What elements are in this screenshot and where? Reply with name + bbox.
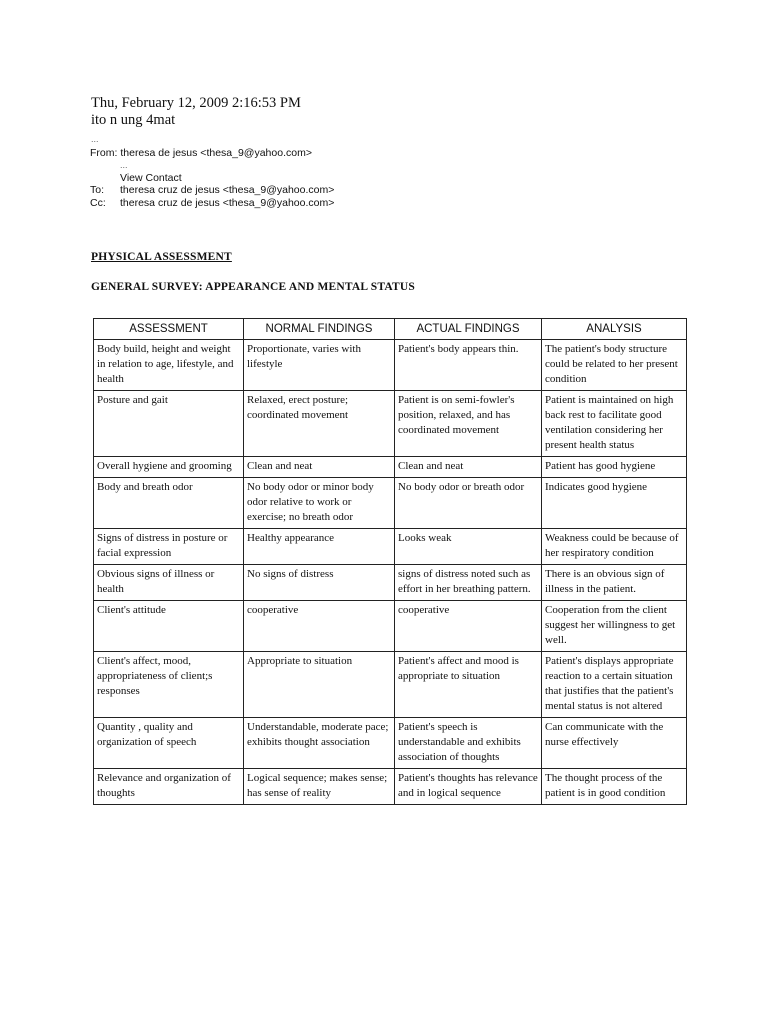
table-cell: Patient's displays appropriate reaction to a certain situation that justifies that the patient's mental status is not altered xyxy=(542,652,687,718)
column-header: NORMAL FINDINGS xyxy=(244,319,395,340)
email-date: Thu, February 12, 2009 2:16:53 PM xyxy=(91,95,301,111)
column-header: ACTUAL FINDINGS xyxy=(395,319,542,340)
table-row xyxy=(94,769,687,805)
table-cell: Relevance and organization of thoughts xyxy=(94,769,244,805)
document-subheading: GENERAL SURVEY: APPEARANCE AND MENTAL STATUS xyxy=(91,281,415,293)
table-cell: No body odor or breath odor xyxy=(395,478,542,529)
table-cell: Body build, height and weight in relation to age, lifestyle, and health xyxy=(94,340,244,391)
table-cell: Client's attitude xyxy=(94,601,244,652)
table-cell: Can communicate with the nurse effectively xyxy=(542,718,687,769)
table-cell: Patient has good hygiene xyxy=(542,457,687,478)
document-heading: PHYSICAL ASSESSMENT xyxy=(91,251,232,263)
table-cell: Patient is maintained on high back rest to facilitate good ventilation considering her present health status xyxy=(542,391,687,457)
to-label: To: xyxy=(90,184,105,196)
table-cell: Patient is on semi-fowler's position, relaxed, and has coordinated movement xyxy=(395,391,542,457)
table-cell: Signs of distress in posture or facial expression xyxy=(94,529,244,565)
from-row xyxy=(90,147,312,160)
table-row xyxy=(94,340,687,391)
table-row xyxy=(94,391,687,457)
table-cell: Posture and gait xyxy=(94,391,244,457)
table-cell: Client's affect, mood, appropriateness of client;s responses xyxy=(94,652,244,718)
table-row xyxy=(94,565,687,601)
ellipsis-more-icon[interactable]: ... xyxy=(91,134,99,144)
table-cell: No signs of distress xyxy=(244,565,395,601)
table-cell: Logical sequence; makes sense; has sense of reality xyxy=(244,769,395,805)
table-cell: Overall hygiene and grooming xyxy=(94,457,244,478)
table-cell: Looks weak xyxy=(395,529,542,565)
email-subject: ito n ung 4mat xyxy=(91,112,176,128)
table-row xyxy=(94,601,687,652)
cc-label: Cc: xyxy=(90,197,106,209)
cc-value[interactable]: theresa cruz de jesus <thesa_9@yahoo.com> xyxy=(120,197,335,209)
table-cell: The patient's body structure could be related to her present condition xyxy=(542,340,687,391)
table-cell: Patient's body appears thin. xyxy=(395,340,542,391)
table-cell: Proportionate, varies with lifestyle xyxy=(244,340,395,391)
table-cell: No body odor or minor body odor relative to work or exercise; no breath odor xyxy=(244,478,395,529)
column-header: ASSESSMENT xyxy=(94,319,244,340)
table-cell: Relaxed, erect posture; coordinated movement xyxy=(244,391,395,457)
table-cell: signs of distress noted such as effort in her breathing pattern. xyxy=(395,565,542,601)
from-value[interactable]: theresa de jesus <thesa_9@yahoo.com> xyxy=(120,147,312,159)
table-cell: Understandable, moderate pace; exhibits thought association xyxy=(244,718,395,769)
table-cell: Healthy appearance xyxy=(244,529,395,565)
table-cell: Clean and neat xyxy=(395,457,542,478)
table-cell: The thought process of the patient is in good condition xyxy=(542,769,687,805)
table-cell: Indicates good hygiene xyxy=(542,478,687,529)
ellipsis-more-icon[interactable]: ... xyxy=(120,160,128,170)
table-cell: Cooperation from the client suggest her willingness to get well. xyxy=(542,601,687,652)
view-contact-link[interactable]: View Contact xyxy=(120,172,182,184)
table-row xyxy=(94,457,687,478)
table-header-row xyxy=(94,319,687,340)
table-cell: cooperative xyxy=(244,601,395,652)
table-cell: Body and breath odor xyxy=(94,478,244,529)
table-cell: Weakness could be because of her respiratory condition xyxy=(542,529,687,565)
table-cell: There is an obvious sign of illness in the patient. xyxy=(542,565,687,601)
table-cell: Obvious signs of illness or health xyxy=(94,565,244,601)
to-value[interactable]: theresa cruz de jesus <thesa_9@yahoo.com> xyxy=(120,184,335,196)
table-cell: Patient's speech is understandable and exhibits association of thoughts xyxy=(395,718,542,769)
table-cell: Patient's thoughts has relevance and in logical sequence xyxy=(395,769,542,805)
table-cell: Appropriate to situation xyxy=(244,652,395,718)
table-row xyxy=(94,718,687,769)
column-header: ANALYSIS xyxy=(542,319,687,340)
table-cell: Clean and neat xyxy=(244,457,395,478)
table-cell: Quantity , quality and organization of speech xyxy=(94,718,244,769)
table-row xyxy=(94,478,687,529)
table-row xyxy=(94,652,687,718)
table-cell: cooperative xyxy=(395,601,542,652)
table-row xyxy=(94,529,687,565)
table-cell: Patient's affect and mood is appropriate to situation xyxy=(395,652,542,718)
from-label: From: xyxy=(90,147,118,159)
assessment-table xyxy=(93,318,687,805)
